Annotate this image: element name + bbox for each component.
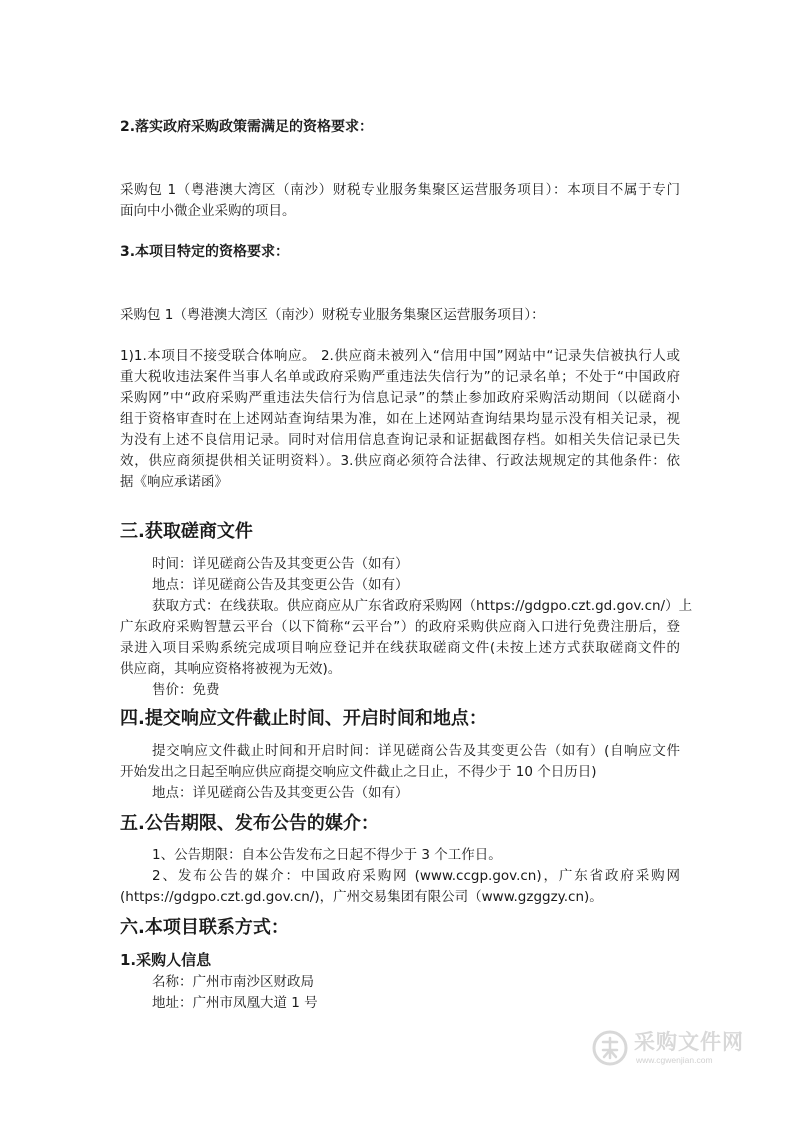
qualification-line: 效，供应商须提供相关证明资料）。3.供应商必须符合法律、行政法规规定的其他条件：依 — [120, 453, 680, 469]
obtain-place: 地点：详见磋商公告及其变更公告（如有） — [152, 577, 409, 593]
notice-media-line: (https://gdgpo.czt.gd.gov.cn/)，广州交易集团有限公司（www.gzggzy.cn)。 — [120, 889, 603, 905]
qualification-line: 重大税收违法案件当事人名单或政府采购严重违法失信行为”的记录名单；不处于“中国政府 — [120, 369, 680, 385]
watermark-logo-icon — [592, 1030, 628, 1066]
qualification-line: 采购网”中“政府采购严重违法失信行为信息记录”的禁止参加政府采购活动期间（以磋商小 — [120, 390, 680, 406]
section-2-paragraph-line-1: 采购包 1（粤港澳大湾区（南沙）财税专业服务集聚区运营服务项目）：本项目不属于专门 — [120, 182, 680, 198]
purchaser-info-title: 1.采购人信息 — [120, 951, 212, 969]
heading-six: 六.本项目联系方式： — [120, 917, 289, 938]
price: 售价：免费 — [152, 682, 220, 698]
notice-period: 1、公告期限：自本公告发布之日起不得少于 3 个工作日。 — [152, 847, 502, 863]
watermark-url: www.cgwenjian.com — [636, 1055, 713, 1065]
qualification-line: 为没有上述不良信用记录。同时对信用信息查询记录和证据截图存档。如相关失信记录已失 — [120, 432, 680, 448]
watermark-text: 采购文件网 — [634, 1030, 744, 1054]
qualification-line: 1)1.本项目不接受联合体响应。 2.供应商未被列入“信用中国”网站中“记录失信被执行人或 — [120, 348, 680, 364]
obtain-method-line: 广东政府采购智慧云平台（以下简称“云平台”）的政府采购供应商入口进行免费注册后，登 — [120, 619, 680, 635]
section-2-paragraph-line-2: 面向中小微企业采购的项目。 — [120, 203, 296, 219]
deadline-line: 提交响应文件截止时间和开启时间：详见磋商公告及其变更公告（如有）(自响应文件 — [152, 743, 680, 759]
deadline-line: 开始发出之日起至响应供应商提交响应文件截止之日止，不得少于 10 个日历日) — [120, 764, 597, 780]
purchaser-name: 名称：广州市南沙区财政局 — [152, 974, 314, 990]
qualification-line: 据《响应承诺函》 — [120, 474, 228, 490]
section-3-package: 采购包 1（粤港澳大湾区（南沙）财税专业服务集聚区运营服务项目）： — [120, 307, 545, 323]
qualification-line: 组于资格审查时在上述网站查询结果为准，如在上述网站查询结果均显示没有相关记录，视 — [120, 411, 680, 427]
obtain-method-line: 供应商，其响应资格将被视为无效)。 — [120, 661, 342, 677]
heading-three: 三.获取磋商文件 — [120, 521, 253, 542]
obtain-method-line: 录进入项目采购系统完成项目响应登记并在线获取磋商文件(未按上述方式获取磋商文件的 — [120, 640, 680, 656]
watermark — [592, 1026, 752, 1072]
submit-place: 地点：详见磋商公告及其变更公告（如有） — [152, 785, 409, 801]
obtain-time: 时间：详见磋商公告及其变更公告（如有） — [152, 556, 409, 572]
heading-five: 五.公告期限、发布公告的媒介： — [120, 813, 379, 834]
purchaser-address: 地址：广州市凤凰大道 1 号 — [152, 995, 318, 1011]
obtain-method-line: 获取方式：在线获取。供应商应从广东省政府采购网（https://gdgpo.czt.gd.gov.cn/）上 — [152, 598, 693, 614]
heading-four: 四.提交响应文件截止时间、开启时间和地点： — [120, 708, 487, 729]
section-2-title: 2.落实政府采购政策需满足的资格要求： — [120, 119, 374, 135]
notice-media-line: 2、发布公告的媒介：中国政府采购网 (www.ccgp.gov.cn)，广东省政府采购网 — [152, 868, 680, 884]
section-3-title: 3.本项目特定的资格要求： — [120, 244, 290, 260]
